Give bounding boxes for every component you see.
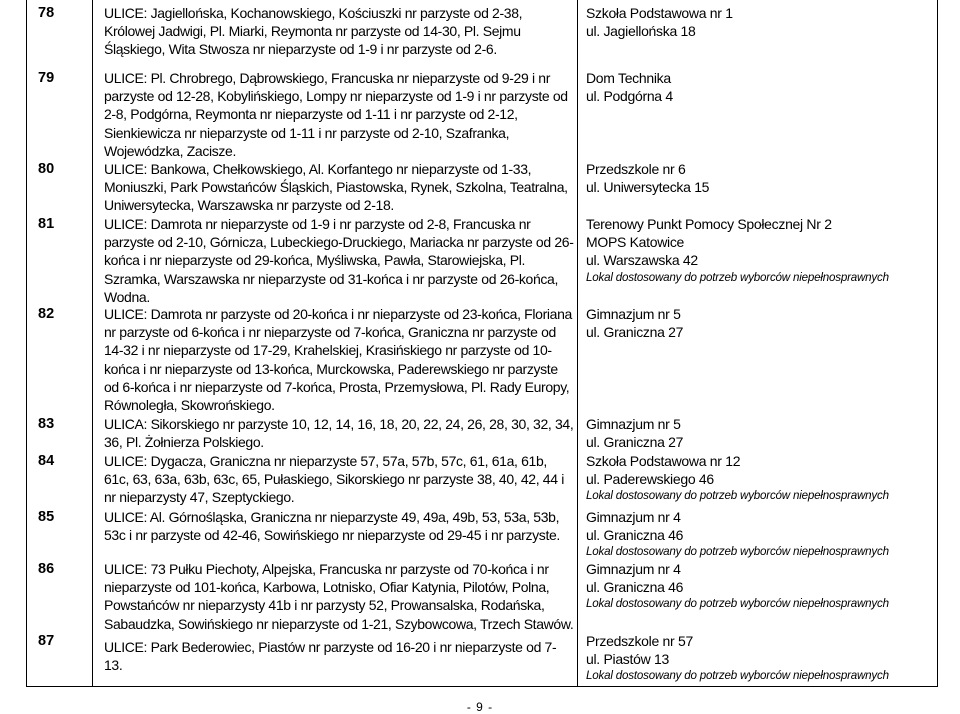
polling-place-name: Przedszkole nr 6 (586, 161, 686, 177)
polling-place-address: ul. Warszawska 42 (586, 252, 698, 269)
street-list: ULICA: Sikorskiego nr parzyste 10, 12, 14, 16, 18, 20, 22, 24, 26, 28, 30, 32, 34, 36, Pl. Żołnierza Polskiego. (104, 416, 574, 451)
polling-place-address: ul. Podgórna 4 (586, 88, 673, 105)
district-number: 86 (38, 561, 55, 577)
accessibility-note: Lokal dostosowany do potrzeb wyborców niepełnosprawnych (586, 545, 889, 559)
accessibility-note: Lokal dostosowany do potrzeb wyborców niepełnosprawnych (586, 270, 889, 284)
polling-place-name: Gimnazjum nr 4 (586, 561, 681, 577)
page-number: - 9 - (466, 700, 494, 714)
accessibility-note: Lokal dostosowany do potrzeb wyborców niepełnosprawnych (586, 489, 889, 503)
polling-place (586, 215, 956, 286)
street-list: ULICE: Damrota nr nieparzyste od 1-9 i nr parzyste od 2-8, Francuska nr parzyste od 2-10, Górnicza, Lubeckiego-Druckiego, Mariacka nr parzyste od 26-końca i nr nieparzyste od 29-końca, Myśliwska, Pawła, Starowiejska, Pl. Szramka, Warszawska nr nieparzyste od 31-końca i nr parzyste od 26-końca, Wodna. (104, 216, 574, 305)
polling-place-name: Terenowy Punkt Pomocy Społecznej Nr 2 (586, 216, 832, 232)
polling-place (586, 508, 956, 560)
table-border-bottom (26, 686, 938, 687)
column-divider-place (577, 0, 578, 687)
polling-place-address: ul. Graniczna 46 (586, 527, 684, 544)
polling-place-name: Przedszkole nr 57 (586, 633, 693, 649)
district-number: 83 (38, 416, 55, 432)
district-number: 79 (38, 70, 55, 86)
district-number: 87 (38, 633, 55, 649)
polling-place-name: Gimnazjum nr 4 (586, 509, 681, 525)
polling-place-address: ul. Piastów 13 (586, 651, 669, 668)
polling-place-name: Dom Technika (586, 70, 671, 86)
polling-place-address: ul. Uniwersytecka 15 (586, 179, 710, 196)
street-list: ULICE: Damrota nr parzyste od 20-końca i nr nieparzyste od 23-końca, Floriana nr parzyste od 6-końca i nr nieparzyste od 7-końca, Graniczna nr parzyste od 14-32 i nr nieparzyste od 17-29, Krahelskiej, Krasińskiego nr parzyste od 10-końca i nr nieparzyste od 13-końca, Murckowska, Paderewskiego nr parzyste od 6-końca i nr nieparzyste od 7-końca, Prosta, Przemysłowa, Pl. Rady Europy, Równoległa, Skowrońskiego. (104, 306, 572, 414)
table-border-left (26, 0, 27, 687)
district-number: 82 (38, 306, 55, 322)
polling-place (586, 160, 956, 196)
street-list: ULICE: Dygacza, Graniczna nr nieparzyste 57, 57a, 57b, 57c, 61, 61a, 61b, 61c, 63, 63a, 63b, 63c, 65, Pułaskiego, Sikorskiego nr parzyste 38, 40, 42, 44 i nr nieparzysty 47, Szeptyckiego. (104, 453, 564, 506)
street-list: ULICE: Jagiellońska, Kochanowskiego, Kościuszki nr parzyste od 2-38, Królowej Jadwigi, Pl. Miarki, Reymonta nr parzyste od 14-30, Pl. Sejmu Śląskiego, Wita Stwosza nr nieparzyste od 1-9 i nr parzyste od 2-6. (104, 5, 523, 58)
polling-place (586, 415, 956, 451)
district-number: 81 (38, 216, 55, 232)
polling-place (586, 4, 956, 40)
polling-place-institution: MOPS Katowice (586, 234, 685, 251)
district-number: 80 (38, 161, 55, 177)
street-list: ULICE: 73 Pułku Piechoty, Alpejska, Francuska nr parzyste od 70-końca i nr nieparzyste od 101-końca, Karbowa, Lotnisko, Ofiar Katynia, Pilotów, Polna, Powstańców nr nieparzysty 41b i nr parzysty 52, Prowansalska, Rodańska, Sabaudzka, Sowińskiego nr nieparzyste od 1-21, Szybowcowa, Trzech Stawów. (104, 561, 574, 632)
polling-place (586, 632, 956, 684)
accessibility-note: Lokal dostosowany do potrzeb wyborców niepełnosprawnych (586, 597, 889, 611)
column-divider-number (92, 0, 93, 687)
polling-place-address: ul. Jagiellońska 18 (586, 23, 696, 40)
polling-place-name: Gimnazjum nr 5 (586, 416, 681, 432)
street-list: ULICE: Bankowa, Chełkowskiego, Al. Korfantego nr nieparzyste od 1-33, Moniuszki, Park Powstańców Śląskich, Piastowska, Rynek, Szkolna, Teatralna, Uniwersytecka, Warszawska nr parzyste od 2-18. (104, 161, 568, 214)
polling-place (586, 452, 956, 504)
district-number: 78 (38, 5, 55, 21)
district-number: 84 (38, 453, 55, 469)
polling-place (586, 69, 956, 105)
polling-place (586, 560, 956, 612)
polling-place-name: Gimnazjum nr 5 (586, 306, 681, 322)
polling-place (586, 305, 956, 341)
street-list: ULICE: Al. Górnośląska, Graniczna nr nieparzyste 49, 49a, 49b, 53, 53a, 53b, 53c i nr parzyste od 42-46, Sowińskiego nr nieparzyste od 29-45 i nr parzyste. (104, 509, 560, 544)
polling-place-name: Szkoła Podstawowa nr 12 (586, 453, 741, 469)
street-list: ULICE: Pl. Chrobrego, Dąbrowskiego, Francuska nr nieparzyste od 9-29 i nr parzyste od 12-28, Kobylińskiego, Lompy nr nieparzyste od 1-9 i nr parzyste od 2-8, Podgórna, Reymonta nr nieparzyste od 1-11 i nr parzyste od 2-12, Sienkiewicza nr nieparzyste od 1-11 i nr parzyste od 2-10, Szafranka, Wojewódzka, Zacisze. (104, 70, 568, 159)
polling-place-address: ul. Graniczna 27 (586, 324, 684, 341)
polling-place-name: Szkoła Podstawowa nr 1 (586, 5, 733, 21)
accessibility-note: Lokal dostosowany do potrzeb wyborców niepełnosprawnych (586, 669, 889, 683)
polling-place-address: ul. Paderewskiego 46 (586, 471, 714, 488)
polling-place-address: ul. Graniczna 46 (586, 579, 684, 596)
street-list: ULICE: Park Bederowiec, Piastów nr parzyste od 16-20 i nr nieparzyste od 7-13. (104, 639, 557, 674)
district-number: 85 (38, 509, 55, 525)
polling-place-address: ul. Graniczna 27 (586, 434, 684, 451)
